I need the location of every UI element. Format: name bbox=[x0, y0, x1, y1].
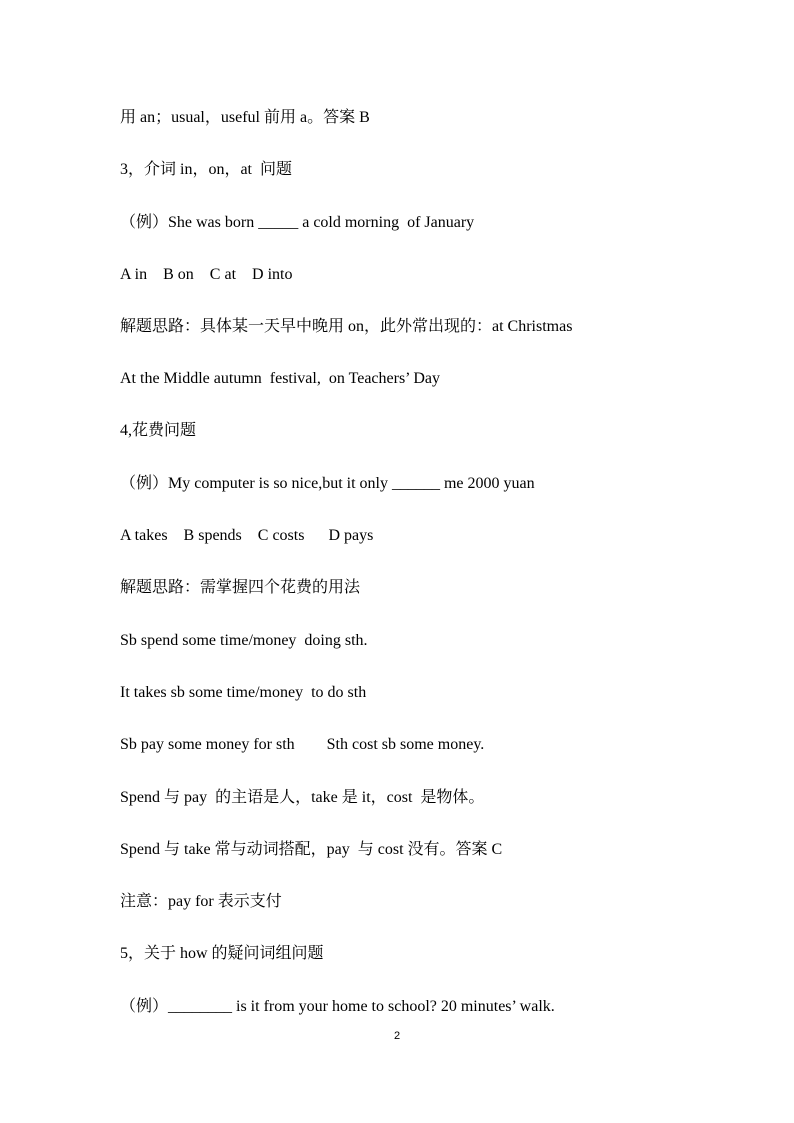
text-line-10: 解题思路：需掌握四个花费的用法 bbox=[120, 579, 361, 596]
text-line-4: A in B on C at D into bbox=[120, 266, 293, 283]
text-line-17: 5，关于 how 的疑问词组问题 bbox=[120, 945, 324, 962]
text-line-16: 注意：pay for 表示支付 bbox=[120, 893, 282, 910]
text-line-9: A takes B spends C costs D pays bbox=[120, 527, 374, 544]
text-line-13: Sb pay some money for sth Sth cost sb some money. bbox=[120, 736, 485, 753]
page-number: 2 bbox=[393, 1030, 401, 1042]
text-line-11: Sb spend some time/money doing sth. bbox=[120, 632, 368, 649]
text-line-1: 用 an；usual，useful 前用 a。答案 B bbox=[120, 109, 370, 126]
text-line-7: 4,花费问题 bbox=[120, 422, 197, 439]
text-line-3: （例）She was born _____ a cold morning of January bbox=[120, 214, 475, 231]
text-line-2: 3，介词 in，on，at 问题 bbox=[120, 161, 292, 178]
text-line-15: Spend 与 take 常与动词搭配，pay 与 cost 没有。答案 C bbox=[120, 841, 503, 858]
text-line-5: 解题思路：具体某一天早中晚用 on，此外常出现的：at Christmas bbox=[120, 318, 573, 335]
text-line-6: At the Middle autumn festival, on Teachers’ Day bbox=[120, 370, 440, 387]
text-line-14: Spend 与 pay 的主语是人，take 是 it，cost 是物体。 bbox=[120, 789, 485, 806]
text-line-18: （例）________ is it from your home to school? 20 minutes’ walk. bbox=[120, 998, 555, 1015]
text-line-8: （例）My computer is so nice,but it only ______ me 2000 yuan bbox=[120, 475, 535, 492]
text-line-12: It takes sb some time/money to do sth bbox=[120, 684, 367, 701]
